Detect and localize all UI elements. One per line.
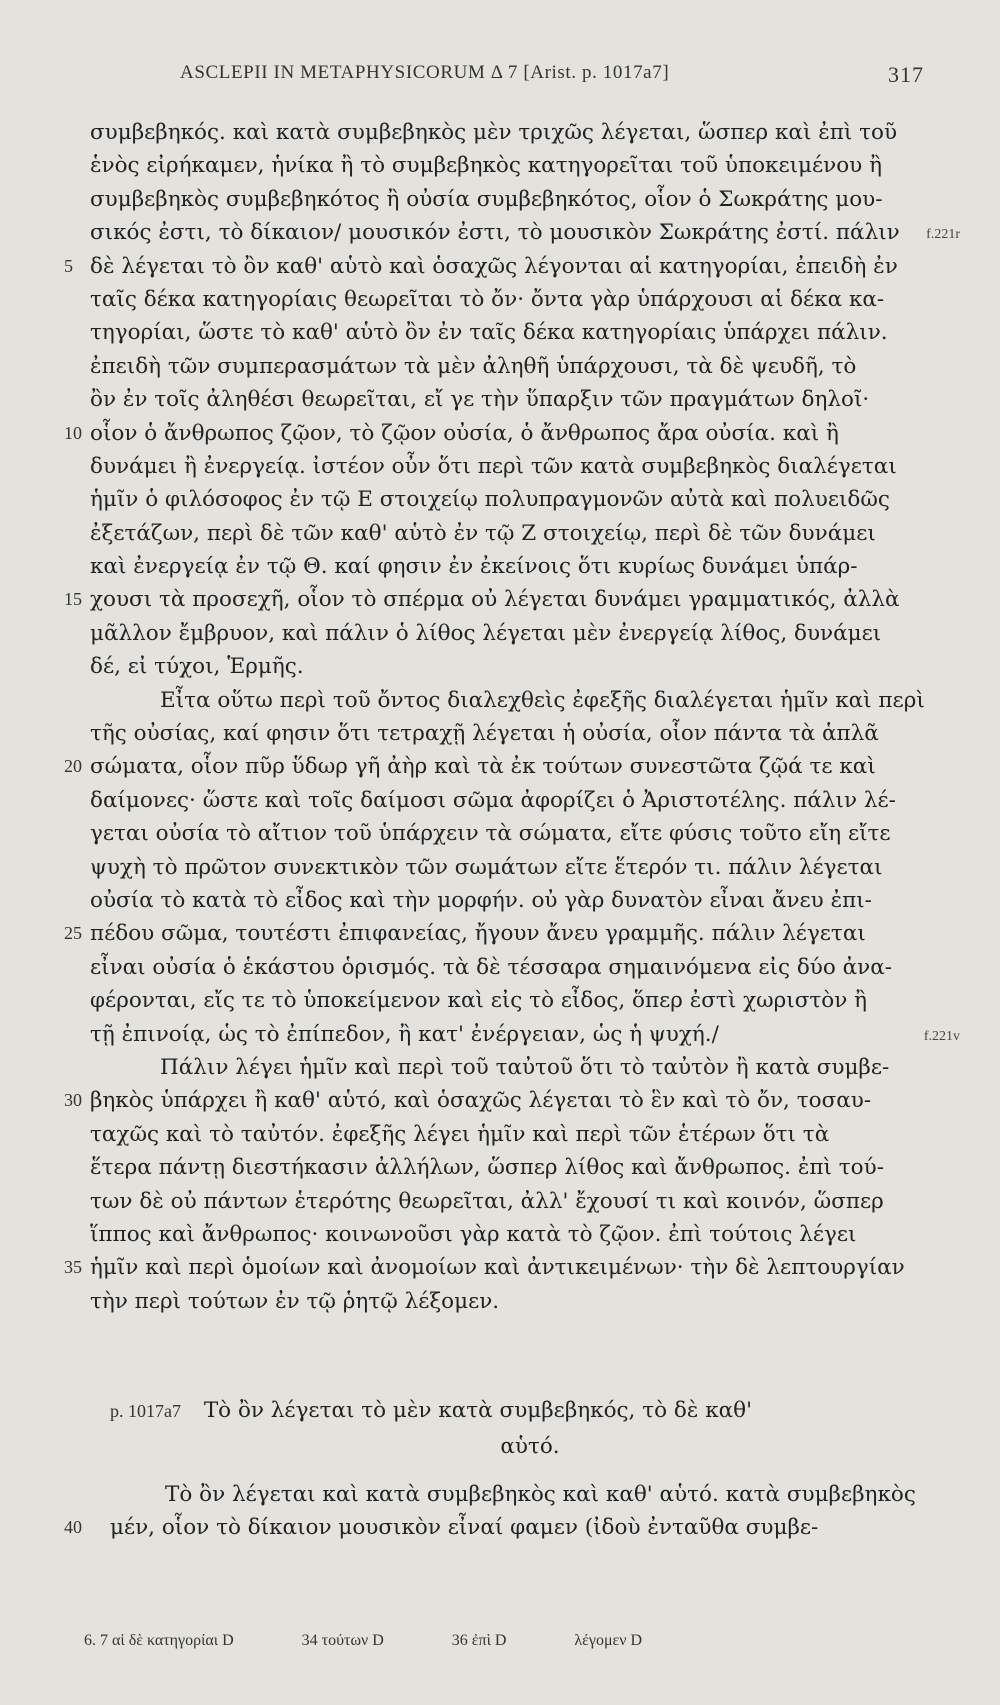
text-line — [0, 951, 1000, 984]
line-text: εἶναι οὐσία ὁ ἑκάστου ὁρισμός. τὰ δὲ τέσσαρα σημαινόμενα εἰς δύο ἀνα- — [90, 954, 892, 980]
line-text: σικός ἐστι, τὸ δίκαιον/ μουσικόν ἐστι, τὸ μουσικὸν Σωκράτης ἐστί. πάλιν — [90, 220, 900, 246]
lemma-reference: p. 1017a7 — [110, 1401, 181, 1421]
line-text: δυνάμει ἢ ἐνεργείᾳ. ἰστέον οὖν ὅτι περὶ τῶν κατὰ συμβεβηκὸς διαλέγεται — [90, 453, 897, 479]
text-line — [0, 283, 1000, 316]
text-line — [0, 650, 1000, 683]
line-text: μέν, οἷον τὸ δίκαιον μουσικὸν εἶναί φαμεν (ἰδοὺ ἐνταῦθα συμβε- — [110, 1515, 819, 1541]
line-text: οἷον ὁ ἄνθρωπος ζῷον, τὸ ζῷον οὐσία, ὁ ἄνθρωπος ἄρα οὐσία. καὶ ἢ — [90, 420, 839, 446]
line-text: τηγορίαι, ὥστε τὸ καθ' αὑτὸ ὂν ἐν ταῖς δέκα κατηγορίαις ὑπάρχει πάλιν. — [90, 320, 888, 346]
line-text: δέ, εἰ τύχοι, Ἑρμῆς. — [90, 654, 304, 680]
line-text: ταῖς δέκα κατηγορίαις θεωρεῖται τὸ ὄν· ὄντα γὰρ ὑπάρχουσι αἱ δέκα κα- — [90, 286, 885, 312]
folio-marginal-note: f.221r — [926, 227, 960, 243]
line-text: τῆς οὐσίας, καί φησιν ὅτι τετραχῇ λέγεται ἡ οὐσία, οἷον πάντα τὰ ἁπλᾶ — [90, 721, 879, 747]
apparatus-entry: 36 ἐπὶ D — [451, 1632, 507, 1649]
text-line — [0, 1185, 1000, 1218]
line-text: ταχῶς καὶ τὸ ταὐτόν. ἐφεξῆς λέγει ἡμῖν καὶ περὶ τῶν ἑτέρων ὅτι τὰ — [90, 1121, 830, 1147]
line-text: χουσι τὰ προσεχῆ, οἷον τὸ σπέρμα οὐ λέγεται δυνάμει γραμματικός, ἀλλὰ — [90, 587, 900, 613]
lemma-text-line-2: αὑτό. — [500, 1434, 560, 1459]
text-line — [0, 1478, 1000, 1511]
text-line — [0, 1218, 1000, 1251]
text-line — [0, 383, 1000, 416]
text-line — [0, 617, 1000, 650]
main-text — [0, 116, 1000, 1318]
line-text: τὴν περὶ τούτων ἐν τῷ ῥητῷ λέξομεν. — [90, 1288, 500, 1314]
text-line — [0, 1251, 1000, 1284]
line-number: 35 — [64, 1257, 82, 1278]
page-number: 317 — [888, 62, 924, 87]
line-text: Πάλιν λέγει ἡμῖν καὶ περὶ τοῦ ταὐτοῦ ὅτι τὸ ταὐτὸν ἢ κατὰ συμβε- — [160, 1054, 890, 1080]
line-number: 30 — [64, 1090, 82, 1111]
line-text: ἐξετάζων, περὶ δὲ τῶν καθ' αὑτὸ ἐν τῷ Ζ στοιχείῳ, περὶ δὲ τῶν δυνάμει — [90, 520, 876, 546]
line-text: ἡμῖν καὶ περὶ ὁμοίων καὶ ἀνομοίων καὶ ἀντικειμένων· τὴν δὲ λεπτουργίαν — [90, 1255, 905, 1281]
line-text: ἵππος καὶ ἄνθρωπος· κοινωνοῦσι γὰρ κατὰ τὸ ζῷον. ἐπὶ τούτοις λέγει — [90, 1221, 857, 1247]
apparatus-entry: λέγομεν D — [574, 1632, 643, 1649]
text-line — [0, 149, 1000, 182]
text-line — [0, 717, 1000, 750]
line-number: 40 — [64, 1517, 82, 1538]
text-line — [0, 1285, 1000, 1318]
line-text: ἑνὸς εἰρήκαμεν, ἡνίκα ἢ τὸ συμβεβηκὸς κατηγορεῖται τοῦ ὑποκειμένου ἢ — [90, 153, 882, 179]
apparatus-entry: 34 τούτων D — [301, 1632, 384, 1649]
line-text: γεται οὐσία τὸ αἴτιον τοῦ ὑπάρχειν τὰ σώματα, εἴτε φύσις τοῦτο εἴη εἴτε — [90, 821, 891, 847]
text-line — [0, 517, 1000, 550]
text-line — [0, 583, 1000, 616]
text-line — [0, 350, 1000, 383]
line-text: δὲ λέγεται τὸ ὂν καθ' αὑτὸ καὶ ὁσαχῶς λέγονται αἱ κατηγορίαι, ἐπειδὴ ἐν — [90, 253, 898, 279]
text-line — [0, 1151, 1000, 1184]
text-line — [0, 684, 1000, 717]
text-line — [0, 250, 1000, 283]
line-text: σώματα, οἷον πῦρ ὕδωρ γῆ ἀὴρ καὶ τὰ ἐκ τούτων συνεστῶτα ζῷά τε καὶ — [90, 754, 876, 780]
text-line — [0, 817, 1000, 850]
text-line — [0, 216, 1000, 249]
line-number: 15 — [64, 589, 82, 610]
text-line — [0, 1018, 1000, 1051]
text-line — [0, 1511, 1000, 1544]
text-line — [0, 316, 1000, 349]
text-line — [0, 1118, 1000, 1151]
lemma-text-line-1: Τὸ ὂν λέγεται τὸ μὲν κατὰ συμβεβηκός, τὸ δὲ καθ' — [203, 1398, 753, 1423]
text-line — [0, 917, 1000, 950]
running-title: ASCLEPII IN METAPHYSICORUM Δ 7 [Arist. p. 1017a7] — [180, 62, 670, 83]
line-text: φέρονται, εἴς τε τὸ ὑποκείμενον καὶ εἰς τὸ εἶδος, ὅπερ ἐστὶ χωριστὸν ἢ — [90, 988, 868, 1014]
text-line — [0, 750, 1000, 783]
text-line — [0, 116, 1000, 149]
line-number: 5 — [64, 255, 73, 276]
text-line — [0, 884, 1000, 917]
text-line — [0, 851, 1000, 884]
line-text: ἡμῖν ὁ φιλόσοφος ἐν τῷ Ε στοιχείῳ πολυπραγμονῶν αὐτὰ καὶ πολυειδῶς — [90, 487, 890, 513]
line-number: 20 — [64, 756, 82, 777]
commentary-text — [0, 1478, 1000, 1545]
line-text: πέδου σῶμα, τουτέστι ἐπιφανείας, ἤγουν ἄνευ γραμμῆς. πάλιν λέγεται — [90, 921, 866, 947]
text-line — [0, 450, 1000, 483]
line-text: Τὸ ὂν λέγεται καὶ κατὰ συμβεβηκὸς καὶ καθ' αὑτό. κατὰ συμβεβηκὸς — [165, 1482, 916, 1507]
line-text: μᾶλλον ἔμβρυον, καὶ πάλιν ὁ λίθος λέγεται μὲν ἐνεργείᾳ λίθος, δυνάμει — [90, 620, 882, 646]
line-text: τῇ ἐπινοίᾳ, ὡς τὸ ἐπίπεδον, ἢ κατ' ἐνέργειαν, ὡς ἡ ψυχή./ — [90, 1021, 719, 1047]
text-line — [0, 784, 1000, 817]
text-line — [0, 183, 1000, 216]
text-line — [0, 984, 1000, 1017]
line-number: 10 — [64, 422, 82, 443]
line-text: ἕτερα πάντῃ διεστήκασιν ἀλλήλων, ὥσπερ λίθος καὶ ἄνθρωπος. ἐπὶ τού- — [90, 1155, 884, 1181]
apparatus-entry: 6. 7 αἱ δὲ κατηγορίαι D — [84, 1632, 234, 1649]
text-line — [0, 550, 1000, 583]
line-text: βηκὸς ὑπάρχει ἢ καθ' αὑτό, καὶ ὁσαχῶς λέγεται τὸ ἓν καὶ τὸ ὄν, τοσαυ- — [90, 1088, 872, 1114]
line-text: οὐσία τὸ κατὰ τὸ εἶδος καὶ τὴν μορφήν. οὐ γὰρ δυνατὸν εἶναι ἄνευ ἐπι- — [90, 887, 872, 913]
text-line — [0, 1051, 1000, 1084]
line-text: των δὲ οὐ πάντων ἑτερότης θεωρεῖται, ἀλλ' ἔχουσί τι καὶ κοινόν, ὥσπερ — [90, 1188, 884, 1214]
line-text: ὂν ἐν τοῖς ἀληθέσι θεωρεῖται, εἴ γε τὴν ὕπαρξιν τῶν πραγμάτων δηλοῖ· — [90, 387, 870, 413]
text-line — [0, 417, 1000, 450]
line-text: Εἶτα οὕτω περὶ τοῦ ὄντος διαλεχθεὶς ἐφεξῆς διαλέγεται ἡμῖν καὶ περὶ — [160, 687, 925, 713]
line-text: ψυχὴ τὸ πρῶτον συνεκτικὸν τῶν σωμάτων εἴτε ἕτερόν τι. πάλιν λέγεται — [90, 854, 883, 880]
folio-marginal-note: f.221v — [923, 1028, 960, 1044]
critical-apparatus — [84, 1632, 944, 1650]
line-text: συμβεβηκὸς συμβεβηκότος ἢ οὐσία συμβεβηκότος, οἷον ὁ Σωκράτης μου- — [90, 186, 883, 212]
running-header — [180, 62, 940, 87]
line-text: συμβεβηκός. καὶ κατὰ συμβεβηκὸς μὲν τριχῶς λέγεται, ὥσπερ καὶ ἐπὶ τοῦ — [90, 120, 898, 145]
text-line — [0, 1084, 1000, 1117]
line-number: 25 — [64, 923, 82, 944]
text-line — [0, 483, 1000, 516]
line-text: καὶ ἐνεργείᾳ ἐν τῷ Θ. καί φησιν ἐν ἐκείνοις ὅτι κυρίως δυνάμει ὑπάρ- — [90, 554, 858, 580]
line-text: δαίμονες· ὥστε καὶ τοῖς δαίμοσι σῶμα ἀφορίζει ὁ Ἀριστοτέλης. πάλιν λέ- — [90, 787, 896, 813]
line-text: ἐπειδὴ τῶν συμπερασμάτων τὰ μὲν ἀληθῆ ὑπάρχουσι, τὰ δὲ ψευδῆ, τὸ — [90, 353, 857, 379]
lemma — [110, 1393, 950, 1465]
